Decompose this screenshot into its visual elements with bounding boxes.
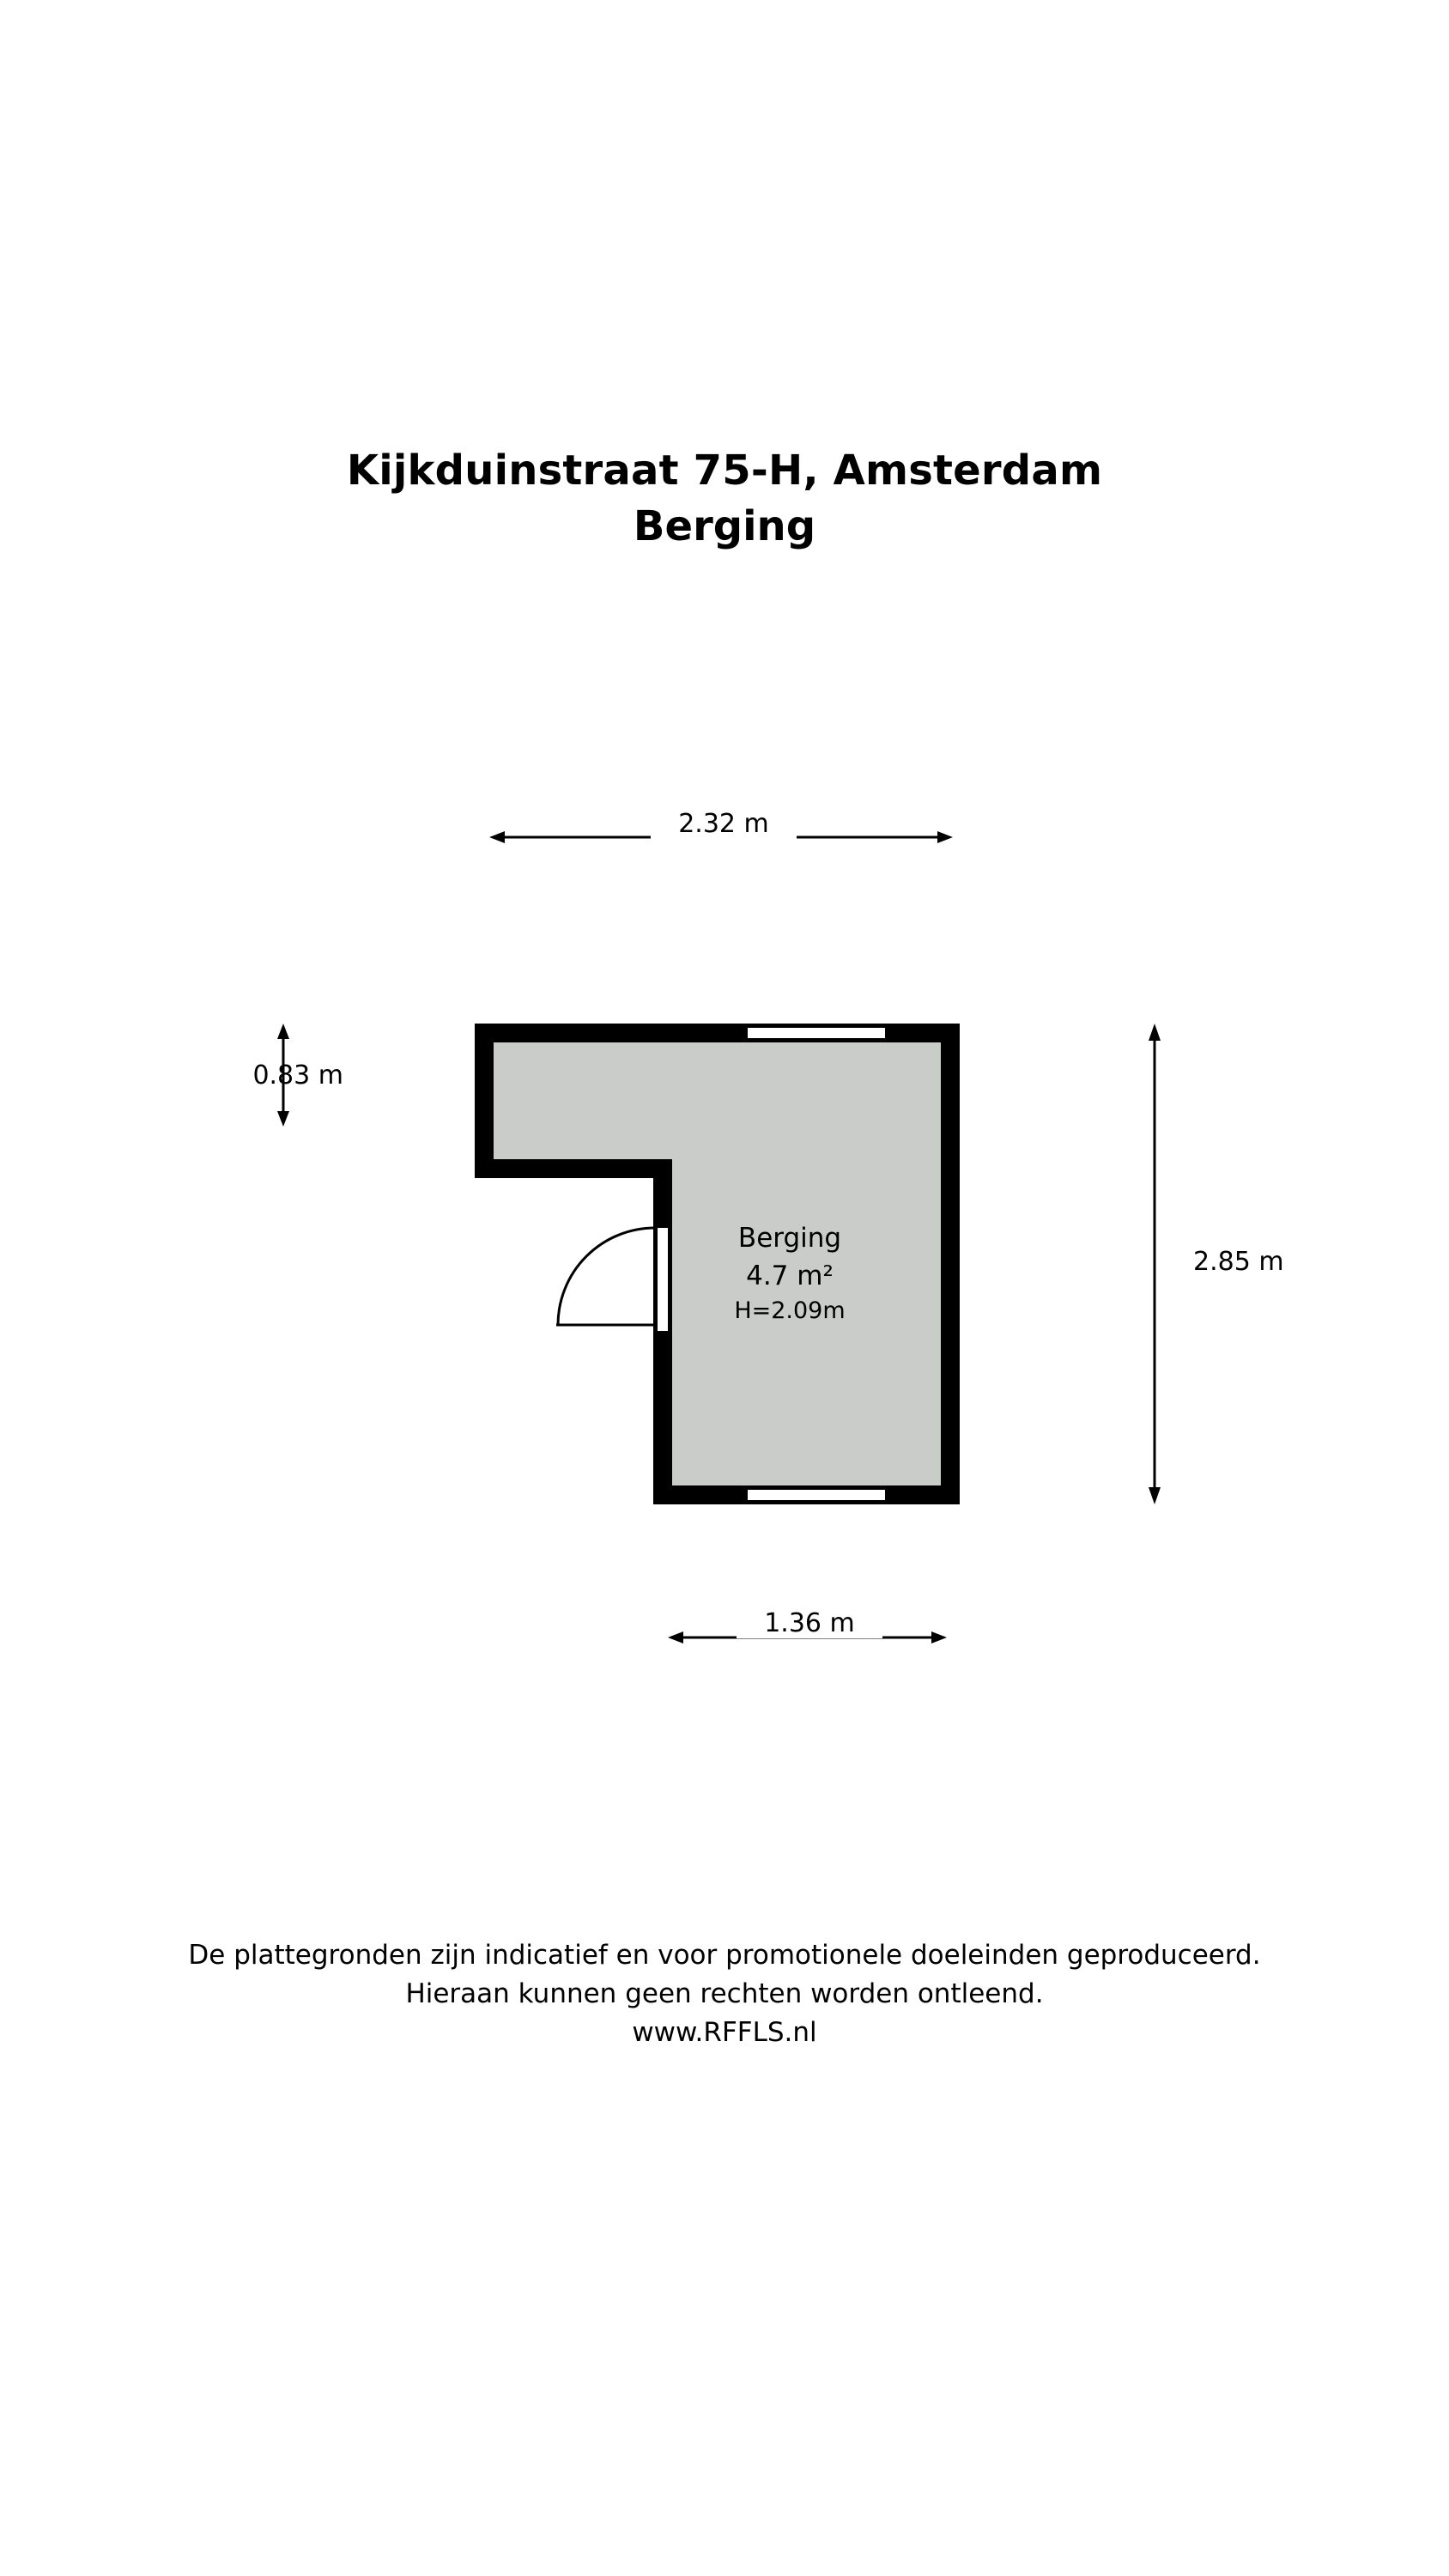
- window-bottom: [748, 1487, 885, 1503]
- title-address: Kijkduinstraat 75-H, Amsterdam: [346, 447, 1103, 495]
- room-height: H=2.09m: [734, 1297, 846, 1325]
- dimension-right-arrow: [1142, 1024, 1167, 1504]
- wall-top: [475, 1024, 960, 1042]
- room-name: Berging: [737, 1223, 842, 1254]
- footer-line-2: Hieraan kunnen geen rechten worden ontleend.: [405, 1978, 1044, 2009]
- room-label: [661, 1219, 919, 1327]
- door-swing-icon: [556, 1226, 672, 1346]
- footer-line-1: De plattegronden zijn indicatief en voor promotionele doeleinden geproduceerd.: [188, 1940, 1261, 1971]
- room-area: 4.7 m²: [746, 1261, 834, 1292]
- wall-right: [941, 1024, 960, 1504]
- floor-area-upper: [494, 1042, 941, 1159]
- wall-left-upper: [475, 1024, 494, 1178]
- dimension-left-label: 0.83 m: [252, 1060, 343, 1091]
- dimension-right-label: 2.85 m: [1193, 1247, 1284, 1277]
- page-title: [0, 447, 1449, 550]
- footer-disclaimer: [0, 1936, 1449, 2052]
- wall-step-horizontal: [475, 1159, 672, 1178]
- floor-plan: [0, 756, 1449, 1889]
- title-subtitle: Berging: [633, 501, 816, 550]
- dimension-bottom-label: 1.36 m: [737, 1608, 882, 1638]
- footer-website: www.RFFLS.nl: [632, 2016, 817, 2048]
- dimension-top-label: 2.32 m: [651, 809, 797, 839]
- window-top: [748, 1025, 885, 1041]
